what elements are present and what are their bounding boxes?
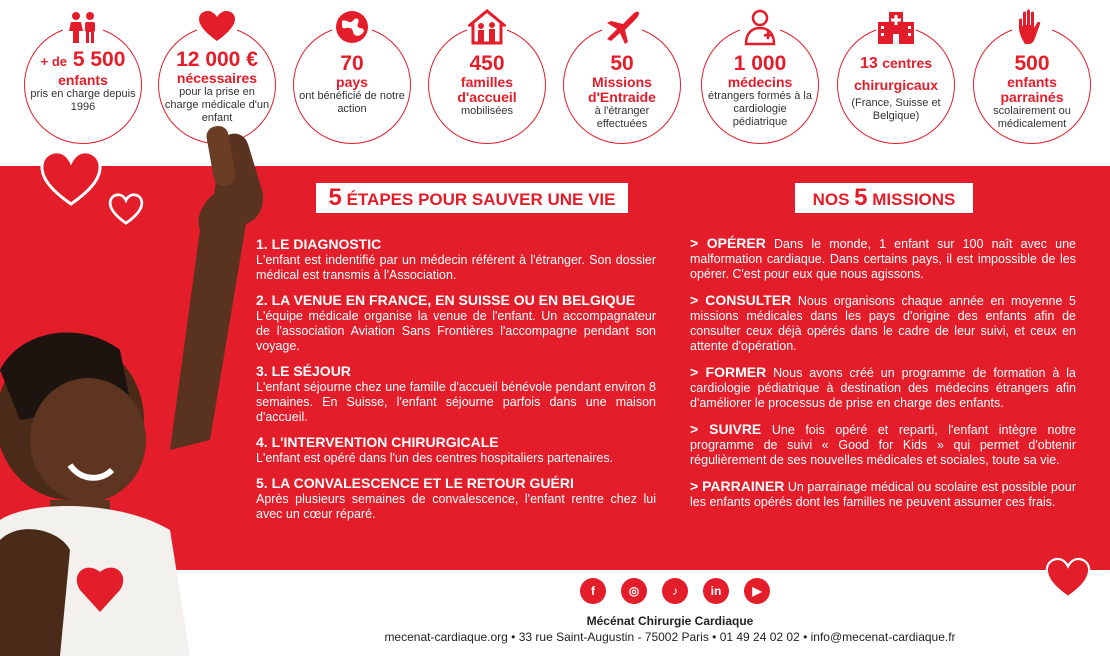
- airplane-icon: [602, 7, 642, 47]
- heart-icon: [197, 7, 237, 47]
- step-text: L'enfant séjourne chez une famille d'accueil bénévole pendant environ 8 semaines. En Suisse, l'enfant séjourne parfois dans une maison d'accueil.: [256, 380, 656, 424]
- step-text: L'enfant est indentifié par un médecin référent à l'étranger. Son dossier médical est transmis à l'Association.: [256, 253, 656, 282]
- stat-label: enfants: [58, 72, 108, 88]
- stat-label: enfants parrainés: [1000, 74, 1064, 105]
- social-links: [580, 578, 770, 610]
- mission-item: [690, 365, 1076, 411]
- children-icon: [63, 7, 103, 47]
- raised-hand-icon: [1012, 7, 1052, 47]
- stat-missions: [563, 26, 681, 144]
- contact-line: mecenat-cardiaque.org • 33 rue Saint-Augustin - 75002 Paris • 01 49 24 02 02 • info@mecenat-cardiaque.fr: [384, 630, 956, 644]
- missions-list: [690, 236, 1076, 521]
- mission-item: [690, 479, 1076, 510]
- stat-value: 70: [340, 52, 364, 75]
- stat-value: 50: [610, 52, 634, 75]
- step-text: L'enfant est opéré dans l'un des centres hospitaliers partenaires.: [256, 451, 614, 465]
- mission-key: > PARRAINER: [690, 478, 785, 494]
- mission-text: Nous avons créé un programme de formation à la cardiologie pédiatrique à destination des médecins étrangers afin d'améliorer le processus de prise en charge des enfants.: [690, 366, 1076, 410]
- stat-countries: [293, 26, 411, 144]
- stat-label: médecins: [727, 74, 793, 90]
- mission-item: [690, 293, 1076, 354]
- step-title: 1. LE DIAGNOSTIC: [256, 236, 382, 252]
- mission-item: [690, 236, 1076, 282]
- step-text: Après plusieurs semaines de convalescence, l'enfant rentre chez lui avec un cœur réparé.: [256, 492, 656, 521]
- step-item: [256, 292, 656, 354]
- stat-label: familles d'accueil: [457, 74, 517, 105]
- mission-key: > SUIVRE: [690, 421, 762, 437]
- mission-text: Dans le monde, 1 enfant sur 100 naît avec une malformation cardiaque. Dans certains pays, il est impossible de les opérer. C'est pour eux que nous agissons.: [690, 237, 1076, 281]
- stat-value: 450: [469, 52, 505, 75]
- steps-heading: 5 ÉTAPES POUR SAUVER UNE VIE: [316, 183, 628, 213]
- stat-value: 13 centres chirurgicaux: [853, 55, 939, 93]
- step-title: 3. LE SÉJOUR: [256, 363, 351, 379]
- instagram-icon[interactable]: ◎: [621, 578, 647, 604]
- stat-value: + de 5 500: [40, 48, 126, 71]
- stat-families: [428, 26, 546, 144]
- stat-desc: étrangers formés à la cardiologie pédiatrique: [708, 90, 812, 128]
- mission-key: > CONSULTER: [690, 292, 792, 308]
- globe-icon: [332, 7, 372, 47]
- youtube-icon[interactable]: ▶: [744, 578, 770, 604]
- organization-name: Mécénat Chirurgie Cardiaque: [586, 614, 754, 628]
- mission-key: > FORMER: [690, 364, 767, 380]
- step-item: [256, 434, 656, 466]
- mission-item: [690, 422, 1076, 468]
- stat-sponsored: [973, 26, 1091, 144]
- stat-label: nécessaires: [176, 70, 258, 86]
- stat-desc: mobilisées: [461, 105, 513, 117]
- step-title: 2. LA VENUE EN FRANCE, EN SUISSE OU EN BELGIQUE: [256, 292, 636, 308]
- stat-doctors: [701, 26, 819, 144]
- mission-text: Une fois opéré et reparti, l'enfant intègre notre programme de suivi « Good for Kids » qui permet d'obtenir régulièrement de ses nouvelles médicales et sociales, toute sa vie.: [690, 423, 1076, 467]
- step-title: 5. LA CONVALESCENCE ET LE RETOUR GUÉRI: [256, 475, 574, 491]
- step-title: 4. L'INTERVENTION CHIRURGICALE: [256, 434, 499, 450]
- steps-list: [256, 236, 656, 531]
- missions-heading: NOS 5 MISSIONS: [795, 183, 973, 213]
- step-item: [256, 236, 656, 283]
- stat-centres: [837, 26, 955, 144]
- doctor-icon: [740, 7, 780, 47]
- stat-label: Missions d'Entraide: [588, 74, 656, 105]
- heart-icon: [1044, 556, 1092, 600]
- mission-text: Un parrainage médical ou scolaire est possible pour les enfants opérés dont les familles ne peuvent assumer ces frais.: [690, 480, 1076, 509]
- facebook-icon[interactable]: f: [580, 578, 606, 604]
- step-item: [256, 363, 656, 425]
- stat-desc: à l'étranger effectuées: [594, 105, 650, 130]
- family-house-icon: [467, 7, 507, 47]
- stat-desc: pour la prise en charge médicale d'un enfant: [164, 86, 270, 124]
- stat-desc: (France, Suisse et Belgique): [851, 97, 941, 122]
- stat-value: 1 000: [733, 52, 787, 75]
- hospital-icon: [876, 7, 916, 47]
- stat-desc: ont bénéficié de notre action: [299, 90, 405, 115]
- stat-label: pays: [336, 74, 368, 90]
- child-photo: [0, 120, 270, 656]
- stat-desc: scolairement ou médicalement: [993, 105, 1071, 130]
- step-item: [256, 475, 656, 522]
- mission-text: Nous organisons chaque année en moyenne 5 missions médicales dans les pays d'origine des enfants afin de consulter ceux déjà opérés dans le cadre de leur suivi, et ceux en attente d'opération.: [690, 294, 1076, 353]
- linkedin-icon[interactable]: in: [703, 578, 729, 604]
- stat-value: 12 000 €: [176, 48, 258, 71]
- step-text: L'équipe médicale organise la venue de l'enfant. Un accompagnateur de l'association Aviation Sans Frontières l'accompagne pendant son voyage.: [256, 309, 656, 353]
- mission-key: > OPÉRER: [690, 235, 766, 251]
- stat-value: 500: [1014, 52, 1050, 75]
- stat-desc: pris en charge depuis 1996: [30, 88, 136, 113]
- tiktok-icon[interactable]: ♪: [662, 578, 688, 604]
